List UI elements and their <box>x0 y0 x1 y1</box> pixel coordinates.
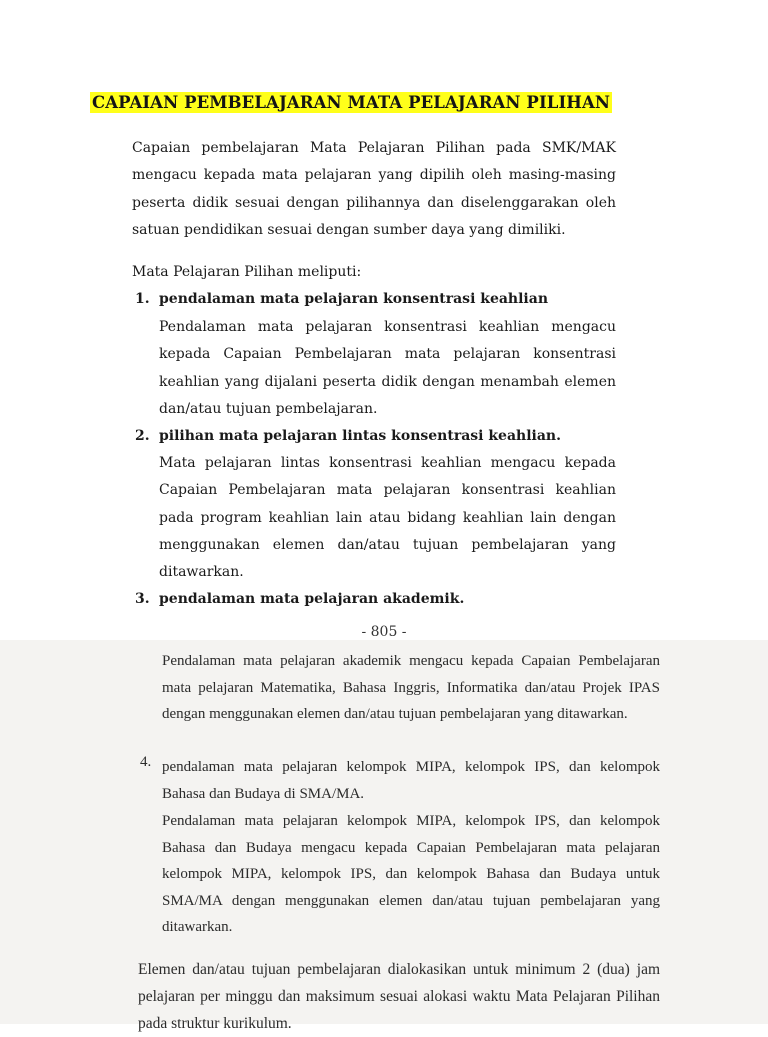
list-item-number: 4. <box>140 754 152 770</box>
list-item-body: Pendalaman mata pelajaran konsentrasi keahlian mengacu kepada Capaian Pembelajaran mata pelajaran konsentrasi keahlian yang dijalani peserta didik dengan menambah elemen dan/atau tujuan pembelajaran. <box>159 319 616 417</box>
item4-body: Pendalaman mata pelajaran kelompok MIPA, kelompok IPS, dan kelompok Bahasa dan Budaya mengacu kepada Capaian Pembelajaran mata pelajaran kelompok MIPA, kelompok IPS, dan kelompok Bahasa dan Budaya untuk SMA/MA dengan menggunakan elemen dan/atau tujuan pembelajaran yang ditawarkan. <box>162 813 660 935</box>
section-heading: CAPAIAN PEMBELAJARAN MATA PELAJARAN PILIHAN <box>92 93 611 112</box>
scanned-page <box>0 640 768 1032</box>
list-item-title: pendalaman mata pelajaran akademik. <box>159 591 465 607</box>
list-item-number: 1. <box>135 291 150 307</box>
intro-paragraph: Capaian pembelajaran Mata Pelajaran Pilihan pada SMK/MAK mengacu kepada mata pelajaran yang dipilih oleh masing-masing peserta didik sesuai dengan pilihannya dan diselenggarakan oleh satuan pendidikan sesuai dengan sumber daya yang dimiliki. <box>132 140 616 238</box>
list-item-title: pendalaman mata pelajaran konsentrasi keahlian <box>159 291 548 307</box>
list-item-number: 3. <box>135 591 150 607</box>
page-number: - 805 - <box>361 624 407 640</box>
item3-body: Pendalaman mata pelajaran akademik mengacu kepada Capaian Pembelajaran mata pelajaran Matematika, Bahasa Inggris, Informatika dan/atau Projek IPAS dengan menggunakan elemen dan/atau tujuan pembelajaran yang ditawarkan. <box>162 653 660 722</box>
footer-paragraph: Elemen dan/atau tujuan pembelajaran dialokasikan untuk minimum 2 (dua) jam pelajaran per minggu dan maksimum sesuai alokasi waktu Mata Pelajaran Pilihan pada struktur kurikulum. <box>138 961 660 1032</box>
item4-title: pendalaman mata pelajaran kelompok MIPA, kelompok IPS, dan kelompok Bahasa dan Budaya di SMA/MA. <box>162 759 660 802</box>
list-lead-text: Mata Pelajaran Pilihan meliputi: <box>132 264 362 280</box>
list-item-body: Mata pelajaran lintas konsentrasi keahlian mengacu kepada Capaian Pembelajaran mata pelajaran konsentrasi keahlian pada program keahlian lain atau bidang keahlian lain dengan menggunakan elemen dan/atau tujuan pembelajaran yang ditawarkan. <box>159 455 616 581</box>
list-item-title: pilihan mata pelajaran lintas konsentrasi keahlian. <box>159 428 561 444</box>
list-item-number: 2. <box>135 428 150 444</box>
